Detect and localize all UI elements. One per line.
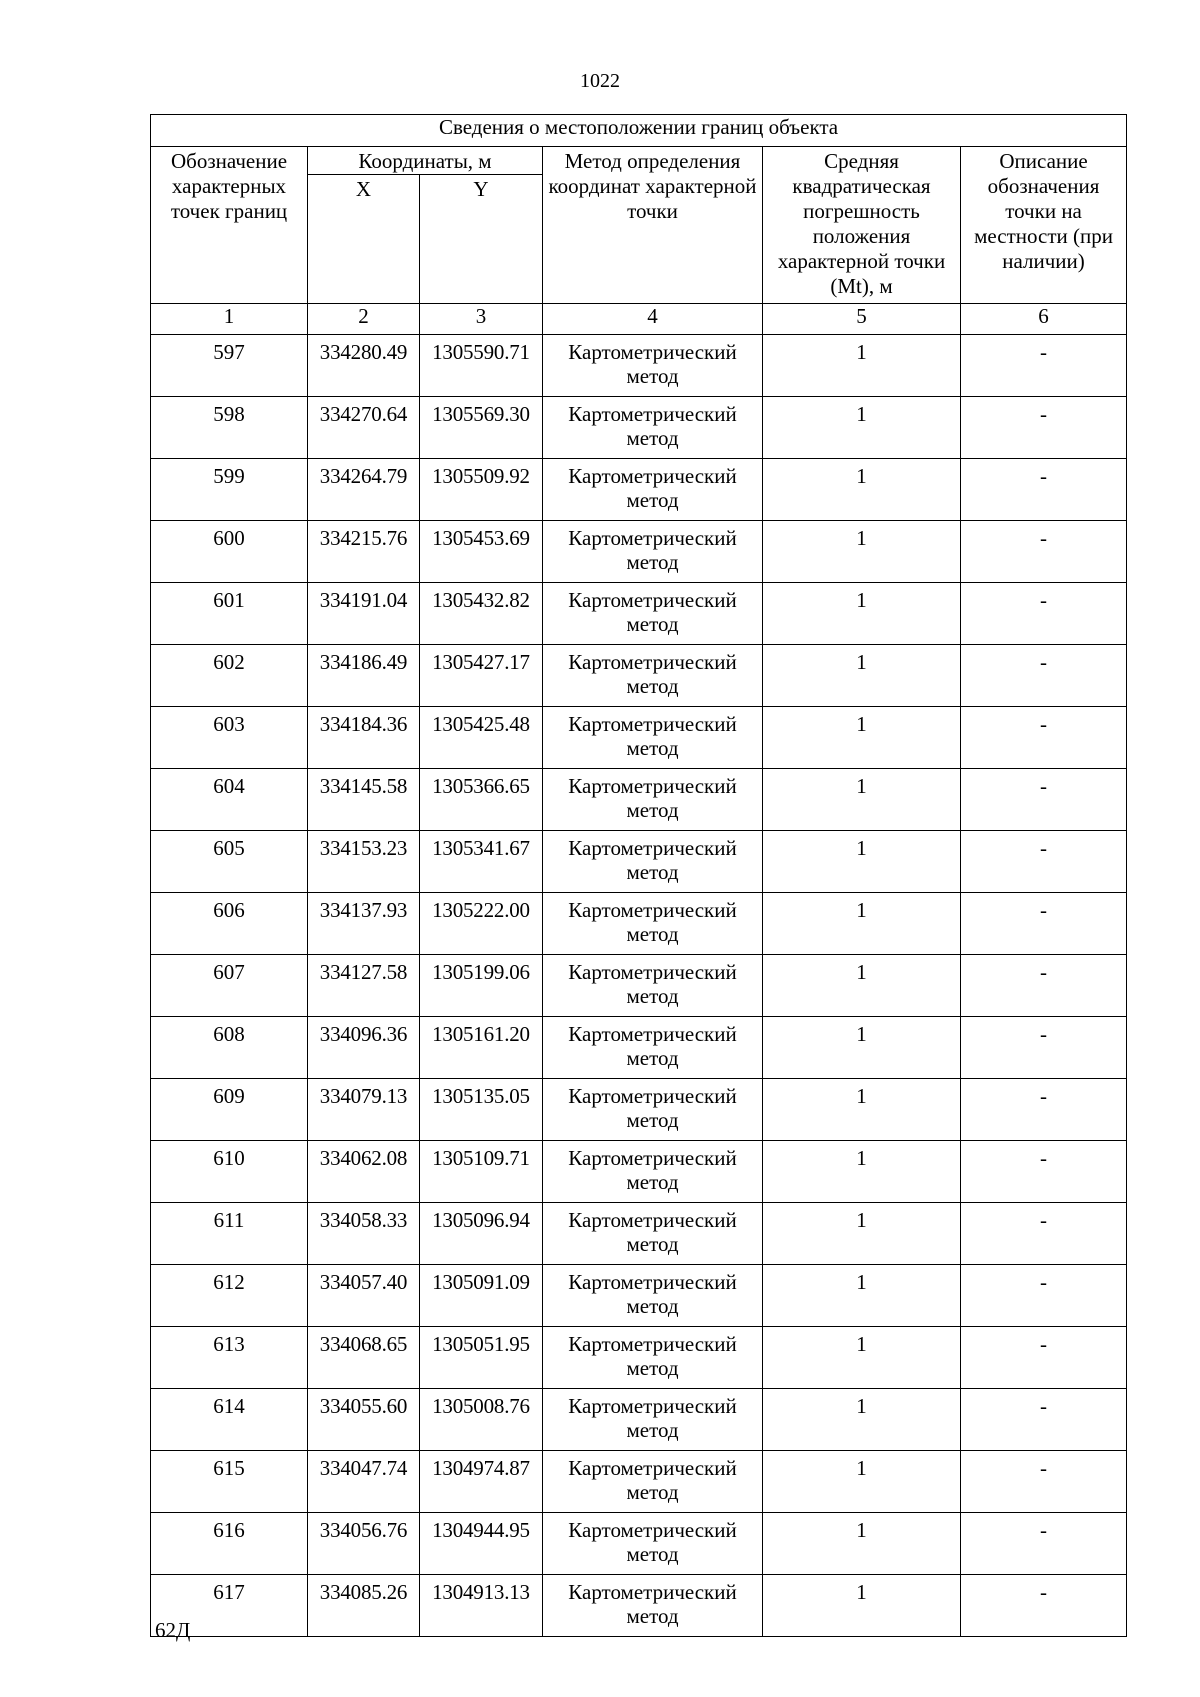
error-cell: 1: [763, 1203, 961, 1265]
y-coordinate-cell: 1305096.94: [420, 1203, 543, 1265]
error-cell: 1: [763, 521, 961, 583]
table-row: [151, 645, 1127, 707]
x-coordinate-cell: 334047.74: [308, 1451, 420, 1513]
point-cell: 597: [151, 335, 308, 397]
method-cell: Картометрический метод: [543, 1513, 763, 1575]
description-cell: -: [961, 1079, 1127, 1141]
error-cell: 1: [763, 1389, 961, 1451]
point-cell: 599: [151, 459, 308, 521]
x-coordinate-cell: 334058.33: [308, 1203, 420, 1265]
table-row: [151, 1079, 1127, 1141]
method-cell: Картометрический метод: [543, 707, 763, 769]
error-cell: 1: [763, 769, 961, 831]
y-coordinate-cell: 1305199.06: [420, 955, 543, 1017]
point-cell: 608: [151, 1017, 308, 1079]
description-cell: -: [961, 1513, 1127, 1575]
method-cell: Картометрический метод: [543, 1141, 763, 1203]
x-coordinate-cell: 334096.36: [308, 1017, 420, 1079]
error-cell: 1: [763, 1079, 961, 1141]
y-coordinate-cell: 1305008.76: [420, 1389, 543, 1451]
table-row: [151, 769, 1127, 831]
point-cell: 616: [151, 1513, 308, 1575]
column-numbers-row: [151, 304, 1127, 335]
y-coordinate-cell: 1305509.92: [420, 459, 543, 521]
description-cell: -: [961, 1203, 1127, 1265]
method-cell: Картометрический метод: [543, 521, 763, 583]
column-number: 3: [420, 304, 543, 335]
description-cell: -: [961, 1575, 1127, 1637]
x-coordinate-cell: 334137.93: [308, 893, 420, 955]
header-method: Метод определения координат характерной точки: [543, 147, 763, 304]
table-body: [151, 335, 1127, 1637]
x-coordinate-cell: 334145.58: [308, 769, 420, 831]
header-x: X: [308, 175, 420, 304]
header-coords: Координаты, м: [308, 147, 543, 175]
method-cell: Картометрический метод: [543, 1575, 763, 1637]
description-cell: -: [961, 831, 1127, 893]
description-cell: -: [961, 955, 1127, 1017]
description-cell: -: [961, 397, 1127, 459]
x-coordinate-cell: 334270.64: [308, 397, 420, 459]
column-number: 2: [308, 304, 420, 335]
error-cell: 1: [763, 707, 961, 769]
x-coordinate-cell: 334056.76: [308, 1513, 420, 1575]
method-cell: Картометрический метод: [543, 1265, 763, 1327]
error-cell: 1: [763, 583, 961, 645]
x-coordinate-cell: 334215.76: [308, 521, 420, 583]
point-cell: 617: [151, 1575, 308, 1637]
method-cell: Картометрический метод: [543, 397, 763, 459]
point-cell: 602: [151, 645, 308, 707]
y-coordinate-cell: 1305569.30: [420, 397, 543, 459]
description-cell: -: [961, 583, 1127, 645]
table-row: [151, 1017, 1127, 1079]
y-coordinate-cell: 1305427.17: [420, 645, 543, 707]
error-cell: 1: [763, 1327, 961, 1389]
table-row: [151, 1513, 1127, 1575]
point-cell: 607: [151, 955, 308, 1017]
method-cell: Картометрический метод: [543, 1451, 763, 1513]
method-cell: Картометрический метод: [543, 1017, 763, 1079]
description-cell: -: [961, 1451, 1127, 1513]
point-cell: 612: [151, 1265, 308, 1327]
y-coordinate-cell: 1305091.09: [420, 1265, 543, 1327]
x-coordinate-cell: 334153.23: [308, 831, 420, 893]
method-cell: Картометрический метод: [543, 769, 763, 831]
description-cell: -: [961, 1389, 1127, 1451]
error-cell: 1: [763, 1017, 961, 1079]
description-cell: -: [961, 1017, 1127, 1079]
error-cell: 1: [763, 397, 961, 459]
header-point: Обозначение характерных точек границ: [151, 147, 308, 304]
description-cell: -: [961, 769, 1127, 831]
description-cell: -: [961, 459, 1127, 521]
table-caption: Сведения о местоположении границ объекта: [151, 115, 1127, 147]
method-cell: Картометрический метод: [543, 1079, 763, 1141]
error-cell: 1: [763, 1513, 961, 1575]
description-cell: -: [961, 521, 1127, 583]
point-cell: 609: [151, 1079, 308, 1141]
point-cell: 614: [151, 1389, 308, 1451]
x-coordinate-cell: 334085.26: [308, 1575, 420, 1637]
method-cell: Картометрический метод: [543, 459, 763, 521]
point-cell: 606: [151, 893, 308, 955]
description-cell: -: [961, 1327, 1127, 1389]
header-error: Средняя квадратическая погрешность положения характерной точки (Mt), м: [763, 147, 961, 304]
x-coordinate-cell: 334127.58: [308, 955, 420, 1017]
header-y: Y: [420, 175, 543, 304]
x-coordinate-cell: 334057.40: [308, 1265, 420, 1327]
y-coordinate-cell: 1304974.87: [420, 1451, 543, 1513]
point-cell: 613: [151, 1327, 308, 1389]
method-cell: Картометрический метод: [543, 1389, 763, 1451]
y-coordinate-cell: 1305366.65: [420, 769, 543, 831]
point-cell: 600: [151, 521, 308, 583]
point-cell: 603: [151, 707, 308, 769]
y-coordinate-cell: 1304944.95: [420, 1513, 543, 1575]
description-cell: -: [961, 335, 1127, 397]
y-coordinate-cell: 1305432.82: [420, 583, 543, 645]
method-cell: Картометрический метод: [543, 1327, 763, 1389]
column-number: 5: [763, 304, 961, 335]
error-cell: 1: [763, 1575, 961, 1637]
y-coordinate-cell: 1305590.71: [420, 335, 543, 397]
table-row: [151, 1203, 1127, 1265]
y-coordinate-cell: 1305222.00: [420, 893, 543, 955]
table-row: [151, 707, 1127, 769]
table-row: [151, 831, 1127, 893]
boundary-coordinates-table: [150, 114, 1127, 1637]
header-description: Описание обозначения точки на местности (при наличии): [961, 147, 1127, 304]
description-cell: -: [961, 707, 1127, 769]
method-cell: Картометрический метод: [543, 893, 763, 955]
error-cell: 1: [763, 1141, 961, 1203]
y-coordinate-cell: 1304913.13: [420, 1575, 543, 1637]
method-cell: Картометрический метод: [543, 955, 763, 1017]
table-row: [151, 521, 1127, 583]
error-cell: 1: [763, 335, 961, 397]
method-cell: Картометрический метод: [543, 1203, 763, 1265]
point-cell: 598: [151, 397, 308, 459]
x-coordinate-cell: 334055.60: [308, 1389, 420, 1451]
error-cell: 1: [763, 831, 961, 893]
error-cell: 1: [763, 955, 961, 1017]
table-row: [151, 335, 1127, 397]
error-cell: 1: [763, 893, 961, 955]
error-cell: 1: [763, 459, 961, 521]
table-row: [151, 459, 1127, 521]
description-cell: -: [961, 893, 1127, 955]
point-cell: 610: [151, 1141, 308, 1203]
table-row: [151, 583, 1127, 645]
x-coordinate-cell: 334186.49: [308, 645, 420, 707]
y-coordinate-cell: 1305453.69: [420, 521, 543, 583]
y-coordinate-cell: 1305425.48: [420, 707, 543, 769]
x-coordinate-cell: 334079.13: [308, 1079, 420, 1141]
error-cell: 1: [763, 645, 961, 707]
x-coordinate-cell: 334184.36: [308, 707, 420, 769]
table-row: [151, 1389, 1127, 1451]
error-cell: 1: [763, 1451, 961, 1513]
point-cell: 605: [151, 831, 308, 893]
method-cell: Картометрический метод: [543, 335, 763, 397]
page-number: 1022: [580, 70, 620, 92]
column-number: 1: [151, 304, 308, 335]
table-row: [151, 1327, 1127, 1389]
footer-code: 62Д: [155, 1618, 191, 1642]
table-row: [151, 1451, 1127, 1513]
description-cell: -: [961, 1141, 1127, 1203]
x-coordinate-cell: 334062.08: [308, 1141, 420, 1203]
point-cell: 601: [151, 583, 308, 645]
x-coordinate-cell: 334191.04: [308, 583, 420, 645]
y-coordinate-cell: 1305341.67: [420, 831, 543, 893]
x-coordinate-cell: 334280.49: [308, 335, 420, 397]
table-row: [151, 1575, 1127, 1637]
x-coordinate-cell: 334068.65: [308, 1327, 420, 1389]
description-cell: -: [961, 1265, 1127, 1327]
table-row: [151, 893, 1127, 955]
error-cell: 1: [763, 1265, 961, 1327]
point-cell: 615: [151, 1451, 308, 1513]
table-row: [151, 955, 1127, 1017]
column-number: 6: [961, 304, 1127, 335]
description-cell: -: [961, 645, 1127, 707]
x-coordinate-cell: 334264.79: [308, 459, 420, 521]
method-cell: Картометрический метод: [543, 831, 763, 893]
y-coordinate-cell: 1305109.71: [420, 1141, 543, 1203]
table-row: [151, 1265, 1127, 1327]
y-coordinate-cell: 1305051.95: [420, 1327, 543, 1389]
point-cell: 604: [151, 769, 308, 831]
column-number: 4: [543, 304, 763, 335]
method-cell: Картометрический метод: [543, 583, 763, 645]
y-coordinate-cell: 1305135.05: [420, 1079, 543, 1141]
method-cell: Картометрический метод: [543, 645, 763, 707]
table-row: [151, 1141, 1127, 1203]
y-coordinate-cell: 1305161.20: [420, 1017, 543, 1079]
point-cell: 611: [151, 1203, 308, 1265]
table-row: [151, 397, 1127, 459]
